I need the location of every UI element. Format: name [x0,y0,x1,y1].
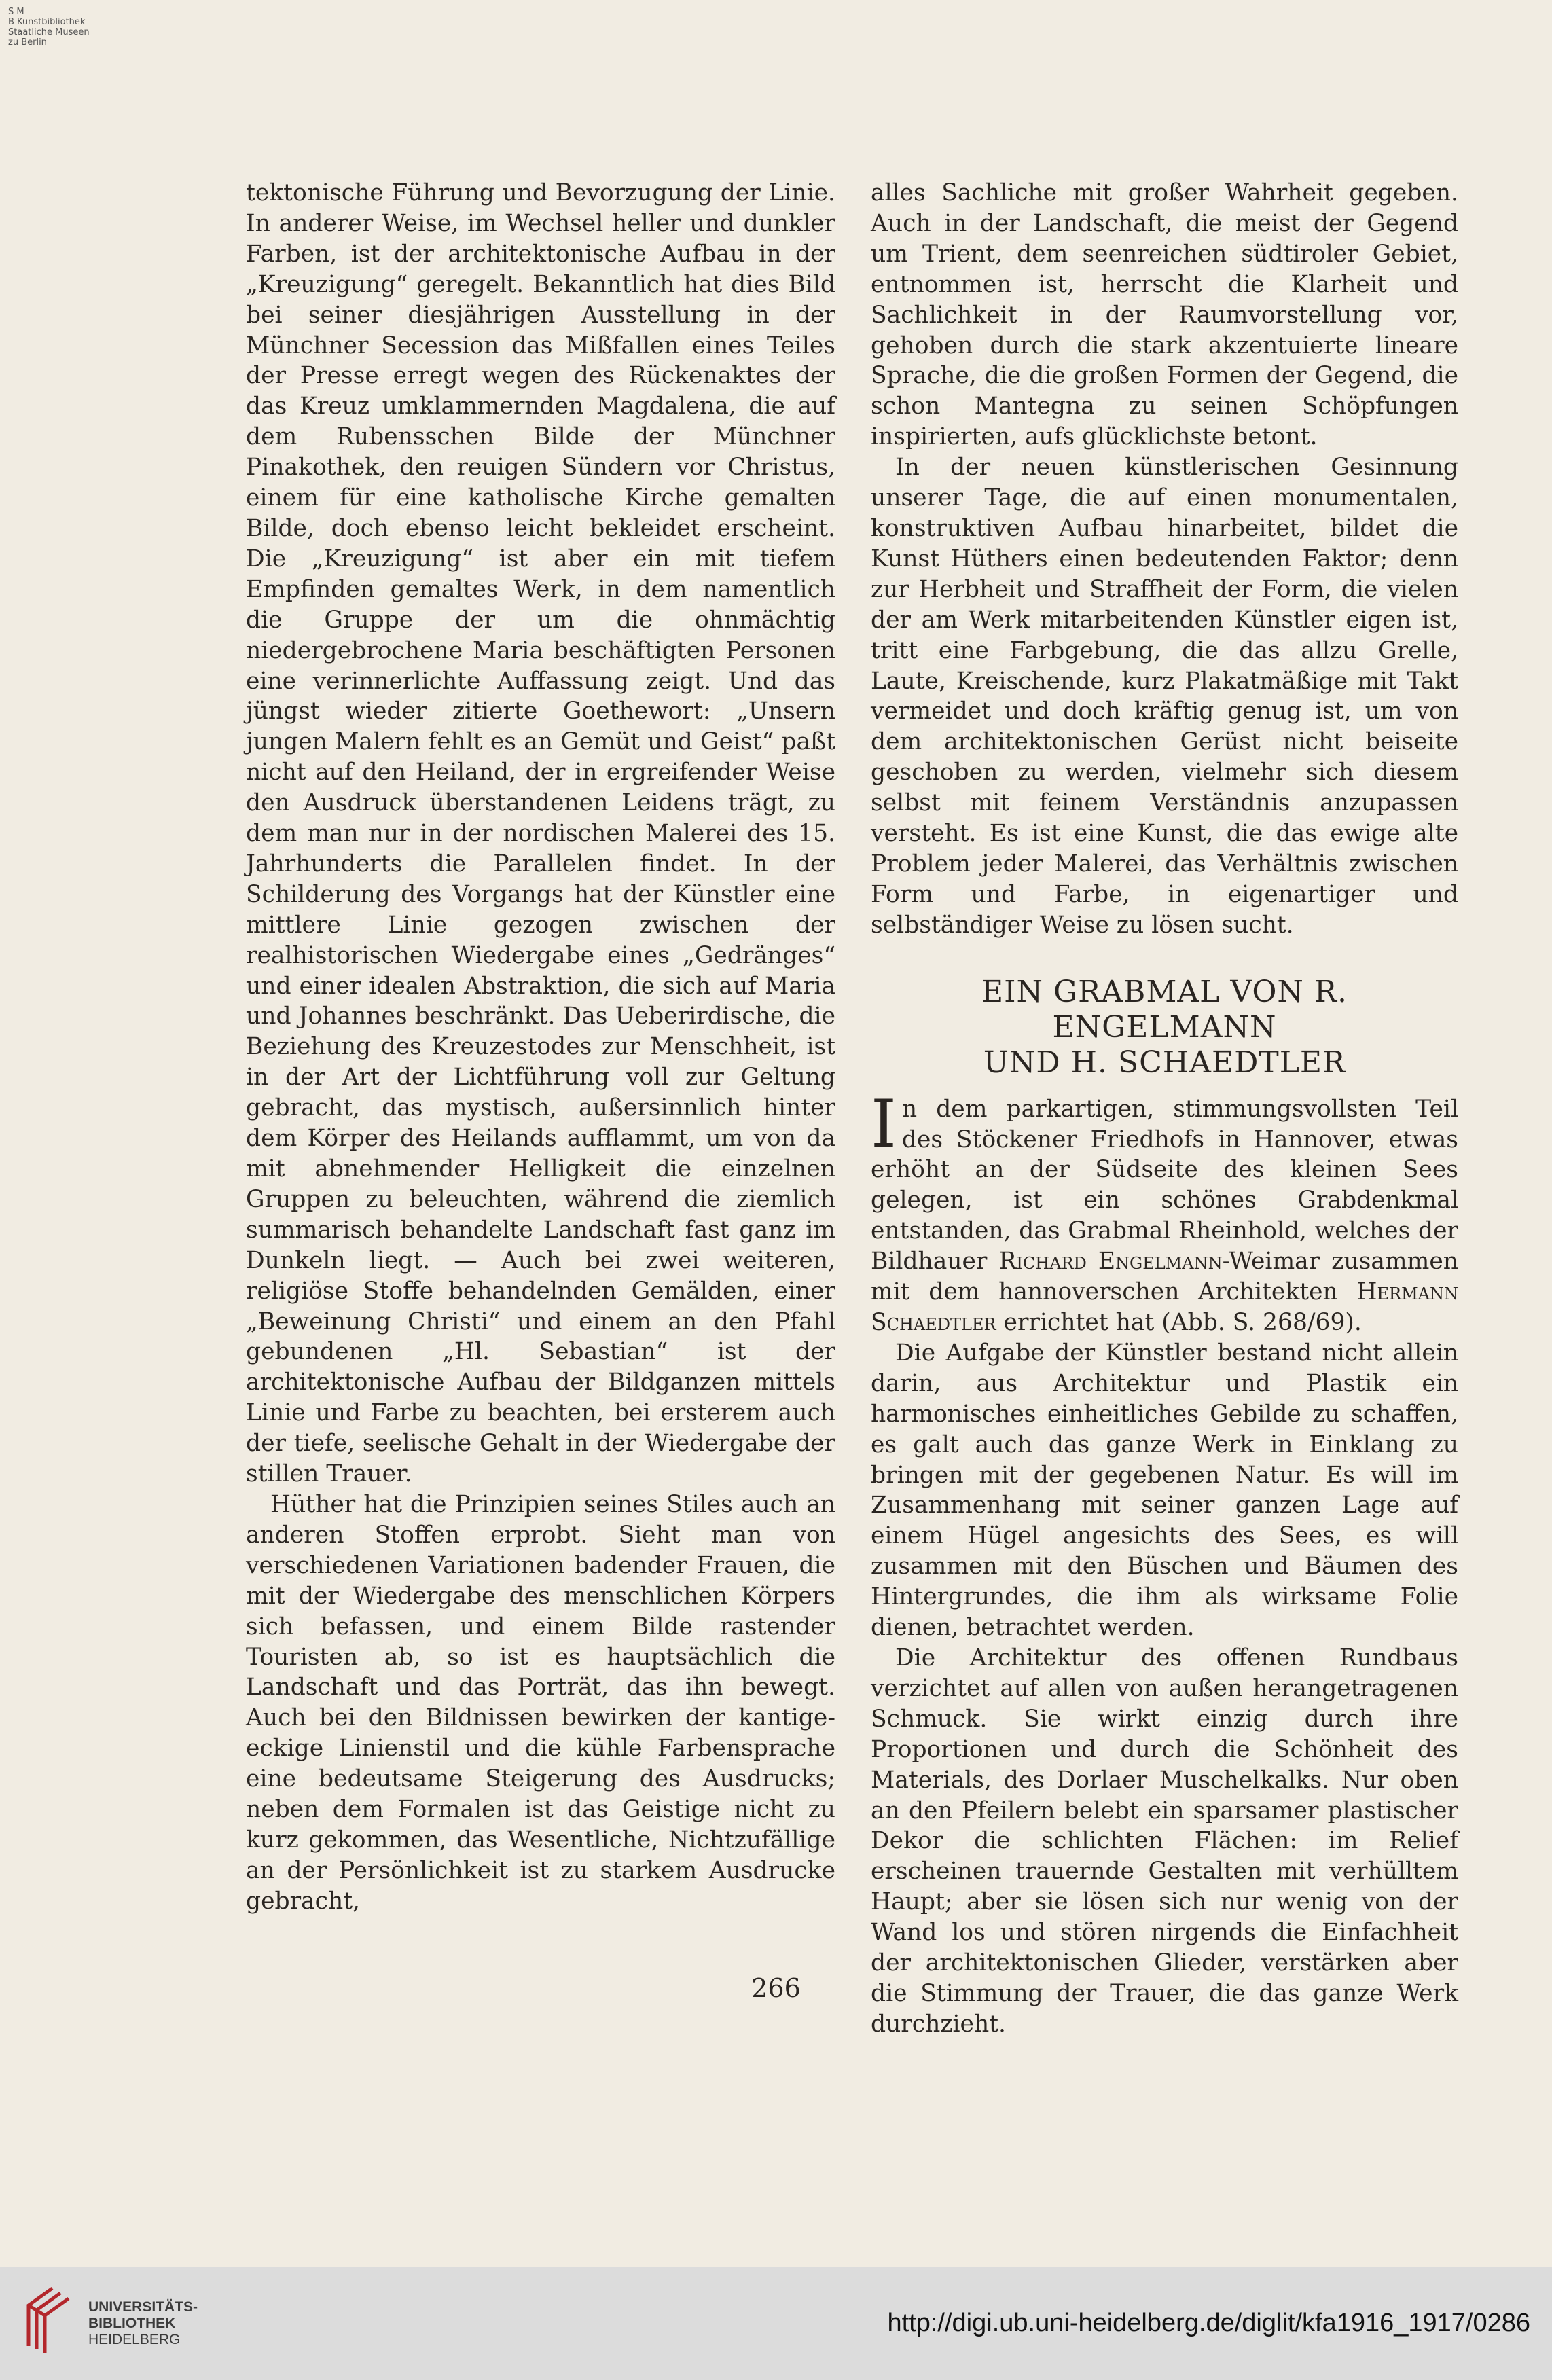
stamp-line: S M [8,7,24,17]
heading-line: UND H. SCHAEDTLER [983,1045,1346,1080]
stamp-line: B Kunstbibliothek [8,17,86,27]
paragraph: tektonische Führung und Bevorzugung der Linie. In anderer Weise, im Wechsel heller und dunkler Farben, ist der architektonische Aufbau in der „Kreuzigung“ geregelt. Bekanntlich hat dies Bild bei seiner diesjährigen Ausstellung in der Münchner Secession das Mißfallen eines Teiles der Presse erregt wegen des Rückenaktes der das Kreuz umklammernden Magdalena, die auf dem Rubensschen Bilde der Münchner Pinakothek, den reuigen Sündern vor Christus, einem für eine katholische Kirche gemalten Bilde, doch ebenso leicht bekleidet erscheint. Die „Kreuzigung“ ist aber ein mit tiefem Empfinden gemaltes Werk, in dem namentlich die Gruppe der um die ohnmächtig niedergebrochene Maria beschäftigten Personen eine verinnerlichte Auffassung zeigt. Und das jüngst wieder zitierte Goethewort: „Unsern jungen Malern fehlt es an Gemüt und Geist“ paßt nicht auf den Heiland, der in ergreifender Weise den Ausdruck überstandenen Leidens trägt, zu dem man nur in der nordischen Malerei des 15. Jahrhunderts die Parallelen findet. In der Schilderung des Vorgangs hat der Künstler eine mittlere Linie gezogen zwischen der realhistorischen Wiedergabe eines „Gedränges“ und einer idealen Abstraktion, die sich auf Maria und Johannes beschränkt. Das Ueberirdische, die Beziehung des Kreuzestodes zur Menschheit, ist in der Art der Lichtführung voll zur Geltung gebracht, das mystisch, außersinnlich hinter dem Körper des Heilands aufflammt, um von da mit abnehmender Helligkeit die einzelnen Gruppen zu beleuchten, während die ziemlich summarisch behandelte Landschaft fast ganz im Dunkeln liegt. — Auch bei zwei weiteren, religiöse Stoffe behandelnden Gemälden, einer „Beweinung Christi“ und einem an den Pfahl gebundenen „Hl. Sebastian“ ist der architektonische Aufbau der Bildganzen mittels Linie und Farbe zu beachten, bei ersterem auch der tiefe, seelische Gehalt in der Wiedergabe der stillen Trauer. [246,179,835,1488]
library-logo-icon [15,2282,76,2356]
paragraph: Die Aufgabe der Künstler bestand nicht allein darin, aus Architektur und Plastik ein harmonisches einheitliches Gebilde zu schaffen, es galt auch das ganze Werk in Einklang zu bringen mit der gegebenen Natur. Es will im Zusammenhang mit seiner ganzen Lage auf einem Hügel angesichts des Sees, es will zusammen mit den Büschen und Bäumen des Hintergrundes, die ihm als wirksame Folie dienen, betrachtet werden. [871,1339,1458,1642]
logo-line: HEIDELBERG [88,2332,181,2347]
library-name [88,2299,198,2348]
person-name: Hermann Schaedtler [871,1278,1458,1336]
logo-line: UNIVERSITÄTS- [88,2299,198,2315]
logo-line: BIBLIOTHEK [88,2315,176,2331]
text-run: n dem parkartigen, stimmungsvollsten Teil des Stöckener Friedhofs in Hannover, etwas erhöht an der Südseite des kleinen Sees gelegen, ist ein schönes Grabdenkmal entstanden, das Grabmal Rheinhold, welches der Bildhauer [871,1095,1458,1276]
footer-bar [0,2267,1552,2380]
stamp-line: Staatliche Museen [8,27,90,37]
text-run: -Weimar zusammen mit dem hannoverschen Architekten [871,1248,1458,1306]
drop-cap: I [871,1085,897,1162]
left-text-column [246,178,835,1917]
paragraph: Die Architektur des offenen Rundbaus verzichtet auf allen von außen herangetragenen Schmuck. Sie wirkt einzig durch ihre Proportionen und durch die Schönheit des Materials, des Dorlaer Muschelkalks. Nur oben an den Pfeilern belebt ein sparsamer plastischer Dekor die schlichten Flächen: im Relief erscheinen trauernde Gestalten mit verhülltem Haupt; aber sie lösen sich nur wenig von der Wand los und stören nirgends die Einfachheit der architektonischen Glieder, verstärken aber die Stimmung der Trauer, die das ganze Werk durchzieht. [871,1644,1458,2038]
paragraph: Hüther hat die Prinzipien seines Stiles auch an anderen Stoffen erprobt. Sieht man von verschiedenen Variationen badender Frauen, die mit der Wiedergabe des menschlichen Körpers sich befassen, und einem Bilde rastender Touristen ab, so ist es hauptsächlich die Landschaft und das Porträt, das ihn bewegt. Auch bei den Bildnissen bewirken der kantige-eckige Linienstil und die kühle Farbensprache eine bedeutsame Steigerung des Ausdrucks; neben dem Formalen ist das Geistige nicht zu kurz gekommen, das Wesentliche, Nichtzufällige an der Persönlichkeit ist zu starkem Ausdrucke gebracht, [246,1490,835,1915]
paragraph [871,1085,1458,1338]
paragraph: In der neuen künstlerischen Gesinnung unserer Tage, die auf einen monumentalen, konstruktiven Aufbau hinarbeitet, bildet die Kunst Hüthers einen bedeutenden Faktor; denn zur Herbheit und Straffheit der Form, die vielen der am Werk mitarbeitenden Künstler eigen ist, tritt eine Farbgebung, die das allzu Grelle, Laute, Kreischende, kurz Plakatmäßige mit Takt vermeidet und doch kräftig genug ist, um von dem architektonischen Gerüst nicht beiseite geschoben zu werden, vielmehr sich diesem selbst mit feinem Verständnis anzupassen versteht. Es ist eine Kunst, die das ewige alte Problem jeder Malerei, das Verhältnis zwischen Form und Farbe, in eigenartiger und selbständiger Weise zu lösen sucht. [871,454,1458,939]
right-text-column [871,178,1458,2040]
section-heading [871,975,1458,1081]
paragraph: alles Sachliche mit großer Wahrheit gegeben. Auch in der Landschaft, die meist der Gegend um Trient, dem seenreichen südtiroler Gebiet, entnommen ist, herrscht die Klarheit und Sachlichkeit in der Raumvorstellung vor, gehoben durch die stark akzentuierte lineare Sprache, die die großen Formen der Gegend, die schon Mantegna zu seinen Schöpfungen inspirierten, aufs glücklichste betont. [871,179,1458,451]
heading-line: EIN GRABMAL VON R. ENGELMANN [981,974,1348,1045]
person-name: Richard Engelmann [998,1248,1223,1276]
permalink-url[interactable]: http://digi.ub.uni-heidelberg.de/diglit/kfa1916_1917/0286 [887,2309,1530,2337]
stamp-line: zu Berlin [8,37,47,48]
text-run: errichtet hat (Abb. S. 268/69). [996,1309,1362,1336]
page-number: 266 [751,1973,801,2003]
library-stamp [8,7,90,48]
